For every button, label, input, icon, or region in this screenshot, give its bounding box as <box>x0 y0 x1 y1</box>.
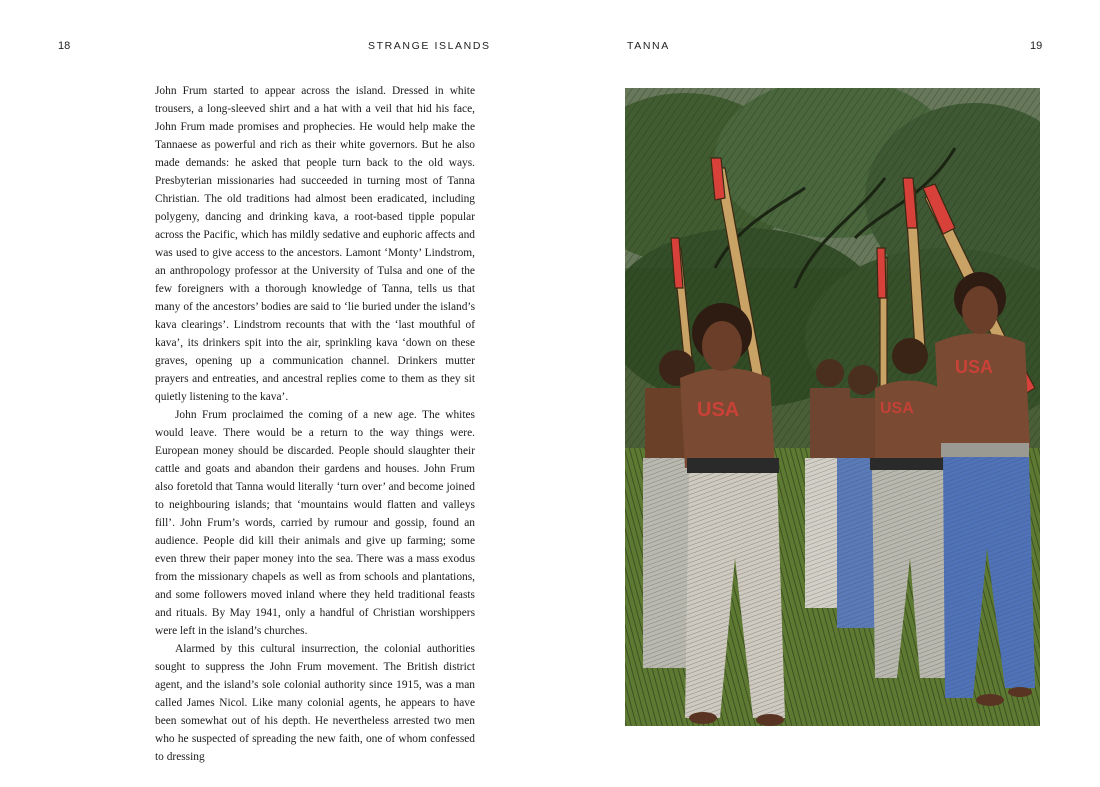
running-head-right: TANNA <box>627 40 670 52</box>
paragraph: Alarmed by this cultural insurrection, the colonial authorities sought to suppress the John Frum movement. The British district agent, and the island’s sole colonial authority since 1915, was a man called James Nicol. Like many colonial agents, he appears to have been somewhat out of his depth. He nevertheless arrested two men who he suspected of spreading the new faith, one of whom confessed to dressing <box>155 643 475 763</box>
illustration-svg <box>625 88 1040 726</box>
page-number-left: 18 <box>58 40 71 52</box>
running-head-left: STRANGE ISLANDS <box>368 40 491 52</box>
belt <box>687 458 779 473</box>
face <box>702 321 742 371</box>
page-number-right: 19 <box>1030 40 1043 52</box>
chest-lettering: USA <box>955 357 994 377</box>
body-text <box>155 82 475 766</box>
illustration-marching-men <box>625 88 1040 726</box>
chest-lettering: USA <box>697 399 740 421</box>
paragraph: John Frum started to appear across the island. Dressed in white trousers, a long-sleeved shirt and a hat with a veil that hid his face, John Frum made promises and prophecies. He would help make the Tannaese as powerful and rich as their white governors. But he also made demands: he asked that people turn back to the old ways. Presbyterian missionaries had succeeded in turning most of Tanna Christian. The old traditions had almost been eradicated, including polygeny, dancing and drinking kava, a root-based tipple popular across the Pacific, which has mildly sedative and euphoric affects and was used to give access to the ancestors. Lamont ‘Monty’ Lindstrom, an anthropology professor at the University of Tulsa and one of the few foreigners with a thorough knowledge of Tanna, tells us that many of the ancestors’ bodies are said to ‘lie buried under the island’s kava clearings’. Lindstrom recounts that with the ‘last mouthful of kava’, its drinkers spit into the air, sprinkling kava ‘down on these graves, opening up a communication channel. Drinkers mutter prayers and entreaties, and ancestral replies come to them as they sit quietly listening to the kava’. <box>155 85 475 403</box>
chest-lettering: USA <box>880 400 914 417</box>
belt <box>941 443 1029 457</box>
paragraph: John Frum proclaimed the coming of a new age. The whites would leave. There would be a return to the way things were. European money should be discarded. People should slaughter their cattle and goats and abandon their gardens and houses. John Frum also foretold that Tanna would literally ‘turn over’ and become joined to neighbouring islands; that ‘mountains would flatten and valleys fill’. John Frum’s words, carried by rumour and gossip, found an audience. People did kill their animals and give up farming; some even threw their paper money into the sea. There was a mass exodus from the missionary chapels as well as from schools and plantations, and some followers moved inland where they held traditional feasts and rituals. By May 1941, only a handful of Christian worshippers were left in the island’s churches. <box>155 409 475 637</box>
